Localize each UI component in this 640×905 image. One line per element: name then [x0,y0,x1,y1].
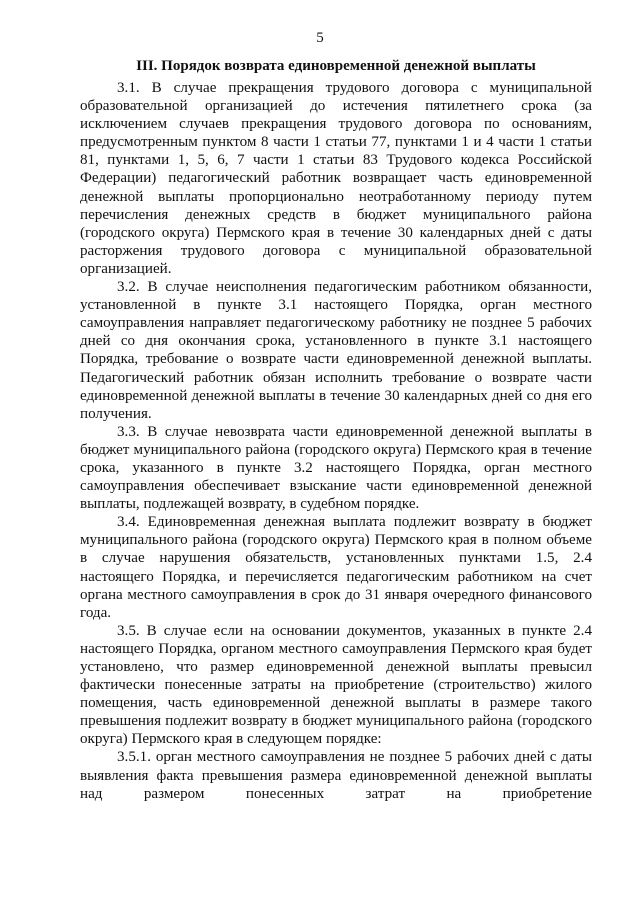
section-title: III. Порядок возврата единовременной денежной выплаты [136,58,536,74]
paragraph-3-1: 3.1. В случае прекращения трудового договора с муниципальной образовательной организацией до истечения пятилетнего срока (за исключением случаев прекращения трудового договора по основаниям, предусмотренным пунктом 8 части 1 статьи 77, пунктами 1 и 4 части 1 статьи 81, пунктами 1, 5, 6, 7 части 1 статьи 83 Трудового кодекса Российской Федерации) педагогический работник возвращает часть единовременной денежной выплаты пропорционально неотработанному периоду путем перечисления денежных средств в бюджет муниципального района (городского округа) Пермского края в течение 30 календарных дней с даты расторжения трудового договора с муниципальной образовательной организацией. [80,80,592,277]
paragraph-3-3: 3.3. В случае невозврата части единовременной денежной выплаты в бюджет муниципального района (городского округа) Пермского края в течение срока, указанного в пункте 3.2 настоящего Порядка, орган местного самоуправления обеспечивает взыскание части единовременной денежной выплаты, подлежащей возврату, в судебном порядке. [80,423,592,513]
paragraph-3-5: 3.5. В случае если на основании документов, указанных в пункте 2.4 настоящего Порядка, органом местного самоуправления Пермского края будет установлено, что размер единовременной денежной выплаты превысил фактически понесенные затраты на приобретение (строительство) жилого помещения, часть единовременной денежной выплаты в размере такого превышения подлежит возврату в бюджет муниципального района (городского округа) Пермского края в следующем порядке: [80,622,592,748]
paragraph-3-4: 3.4. Единовременная денежная выплата подлежит возврату в бюджет муниципального района (городского округа) Пермского края в полном объеме в случае нарушения обязательств, установленных пунктами 1.5, 2.4 настоящего Порядка, и перечисляется педагогическим работником на счет органа местного самоуправления в срок до 31 января очередного финансового года. [80,514,592,621]
page-number: 5 [316,30,324,46]
paragraph-3-5-1: 3.5.1. орган местного самоуправления не позднее 5 рабочих дней с даты выявления факта превышения размера единовременной денежной выплаты над размером понесенных затрат на приобретение [80,749,592,802]
document-body [80,79,592,803]
paragraph-3-2: 3.2. В случае неисполнения педагогическим работником обязанности, установленной в пункте 3.1 настоящего Порядка, орган местного самоуправления направляет педагогическому работнику не позднее 5 рабочих дней со дня окончания срока, установленного в пункте 3.1 настоящего Порядка, требование о возврате части единовременной денежной выплаты. Педагогический работник обязан исполнить требование о возврате части единовременной денежной выплаты в течение 30 календарных дней со дня его получения. [80,279,592,422]
